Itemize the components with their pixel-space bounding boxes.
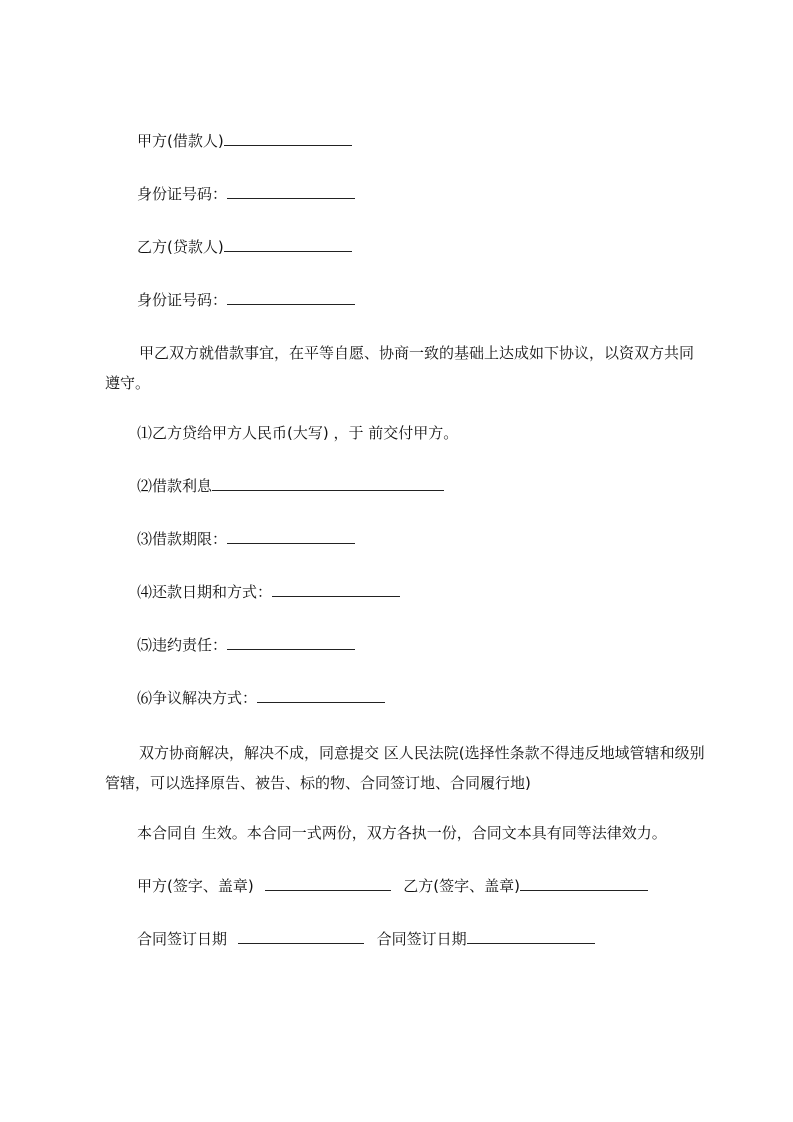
clause-6 <box>137 688 385 708</box>
party-b-sign-blank[interactable] <box>520 876 648 891</box>
clause-4 <box>137 582 400 602</box>
id-b-label: 身份证号码： <box>137 291 228 309</box>
clause-3-blank[interactable] <box>227 529 355 544</box>
clause-5 <box>137 635 355 655</box>
id-a-line <box>137 184 355 204</box>
clause-3 <box>137 529 355 549</box>
date-a-blank[interactable] <box>238 929 364 944</box>
signature-line <box>137 876 648 896</box>
date-a-label: 合同签订日期 <box>137 930 228 948</box>
date-b-blank[interactable] <box>467 929 595 944</box>
clause-1-text: ⑴乙方贷给甲方人民币(大写) ，于 前交付甲方。 <box>137 424 459 442</box>
dispute-text: 双方协商解决，解决不成，同意提交 区人民法院(选择性条款不得违反地域管辖和级别管辖，可以选择原告、被告、标的物、合同签订地、合同履行地) <box>105 744 705 792</box>
id-b-blank[interactable] <box>227 290 355 305</box>
party-a-line <box>137 131 352 151</box>
party-a-sign-label: 甲方(签字、盖章) <box>137 877 254 895</box>
clause-1 <box>137 423 458 443</box>
party-a-sign-blank[interactable] <box>265 876 391 891</box>
party-b-sign-label: 乙方(签字、盖章) <box>403 877 520 895</box>
id-b-line <box>137 290 355 310</box>
dispute-paragraph <box>105 738 705 798</box>
clause-5-blank[interactable] <box>227 635 355 650</box>
date-line <box>137 929 595 949</box>
party-a-label: 甲方(借款人) <box>137 132 224 150</box>
clause-5-text: ⑸违约责任： <box>137 636 228 654</box>
clause-6-blank[interactable] <box>257 688 385 703</box>
effect-text: 本合同自 生效。本合同一式两份，双方各执一份，合同文本具有同等法律效力。 <box>137 824 667 842</box>
clause-2 <box>137 476 444 496</box>
id-a-blank[interactable] <box>227 184 355 199</box>
clause-4-blank[interactable] <box>272 582 400 597</box>
party-b-label: 乙方(贷款人) <box>137 238 224 256</box>
clause-3-text: ⑶借款期限： <box>137 530 228 548</box>
intro-text: 甲乙双方就借款事宜，在平等自愿、协商一致的基础上达成如下协议，以资双方共同遵守。 <box>105 344 695 392</box>
intro-paragraph <box>105 338 705 398</box>
clause-6-text: ⑹争议解决方式： <box>137 689 258 707</box>
party-b-blank[interactable] <box>224 237 352 252</box>
party-b-line <box>137 237 352 257</box>
clause-2-blank[interactable] <box>212 476 444 491</box>
clause-2-text: ⑵借款利息 <box>137 477 213 495</box>
party-a-blank[interactable] <box>224 131 352 146</box>
clause-4-text: ⑷还款日期和方式： <box>137 583 273 601</box>
id-a-label: 身份证号码： <box>137 185 228 203</box>
effect-line <box>137 823 667 843</box>
date-b-label: 合同签订日期 <box>376 930 467 948</box>
